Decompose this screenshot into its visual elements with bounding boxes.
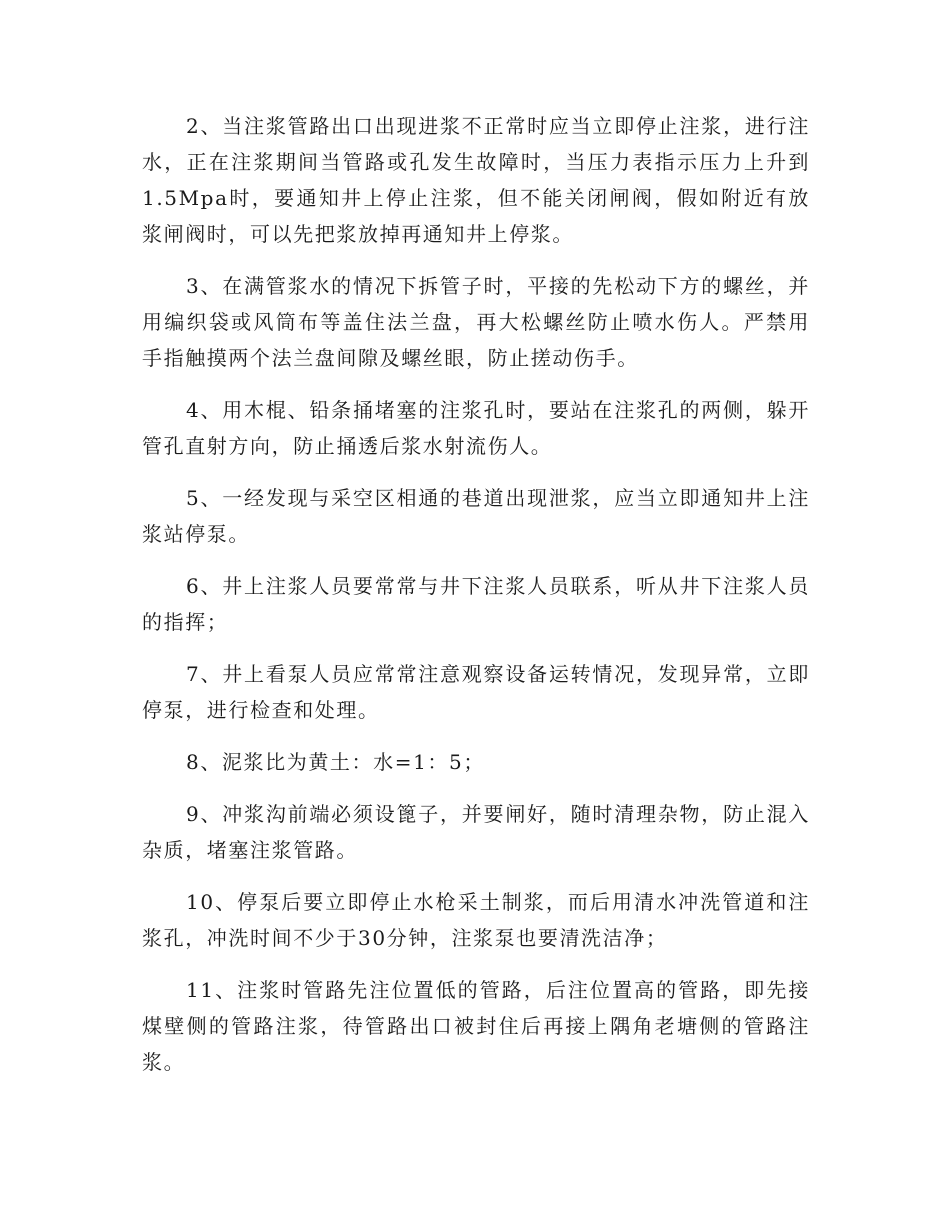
paragraph-9: 9、冲浆沟前端必须设篦子，并要闸好，随时清理杂物，防止混入杂质，堵塞注浆管路。	[142, 802, 810, 862]
paragraph-6: 6、井上注浆人员要常常与井下注浆人员联系，听从井下注浆人员的指挥；	[142, 574, 810, 634]
paragraph-3: 3、在满管浆水的情况下拆管子时，平接的先松动下方的螺丝，并用编织袋或风筒布等盖住法兰盘，再大松螺丝防止喷水伤人。严禁用手指触摸两个法兰盘间隙及螺丝眼，防止搓动伤手。	[142, 274, 810, 370]
paragraph-11: 11、注浆时管路先注位置低的管路，后注位置高的管路，即先接煤壁侧的管路注浆，待管路出口被封住后再接上隅角老塘侧的管路注浆。	[142, 978, 810, 1074]
paragraph-4: 4、用木棍、铅条捅堵塞的注浆孔时，要站在注浆孔的两侧，躲开管孔直射方向，防止捅透后浆水射流伤人。	[142, 398, 810, 458]
paragraph-2: 2、当注浆管路出口出现进浆不正常时应当立即停止注浆，进行注水，正在注浆期间当管路或孔发生故障时，当压力表指示压力上升到1.5Mpa时，要通知井上停止注浆，但不能关闭闸阀，假如附近有放浆闸阀时，可以先把浆放掉再通知井上停浆。	[142, 114, 810, 246]
paragraph-5: 5、一经发现与采空区相通的巷道出现泄浆，应当立即通知井上注浆站停泵。	[142, 486, 810, 546]
paragraph-7: 7、井上看泵人员应常常注意观察设备运转情况，发现异常，立即停泵，进行检查和处理。	[142, 662, 810, 722]
document-body	[142, 108, 810, 1096]
paragraph-10: 10、停泵后要立即停止水枪采土制浆，而后用清水冲洗管道和注浆孔，冲洗时间不少于30分钟，注浆泵也要清洗洁净；	[142, 890, 810, 950]
paragraph-8: 8、泥浆比为黄土：水=1：5；	[186, 750, 485, 774]
